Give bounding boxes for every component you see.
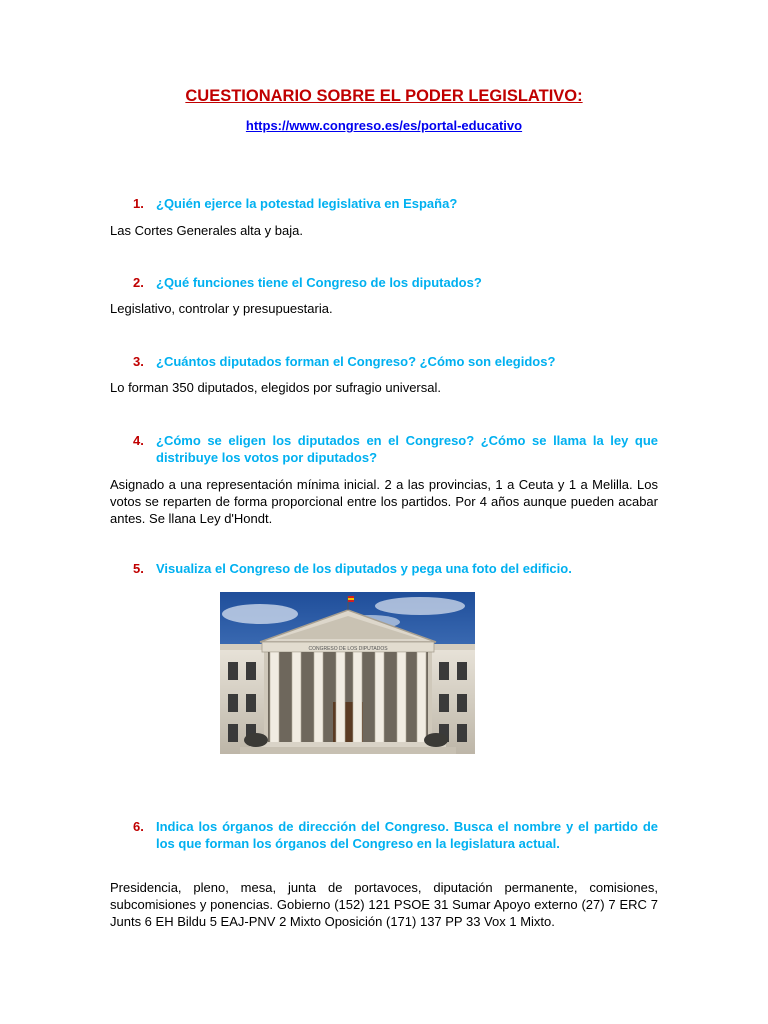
question-4 [133, 433, 658, 466]
question-text: ¿Qué funciones tiene el Congreso de los diputados? [156, 275, 482, 290]
question-text: ¿Cuántos diputados forman el Congreso? ¿Cómo son elegidos? [156, 354, 556, 369]
question-text: Visualiza el Congreso de los diputados y pega una foto del edificio. [156, 561, 572, 576]
question-text: ¿Quién ejerce la potestad legislativa en España? [156, 196, 458, 211]
pediment-inscription: CONGRESO DE LOS DIPUTADOS [308, 646, 388, 652]
question-text: ¿Cómo se eligen los diputados en el Congreso? ¿Cómo se llama la ley que distribuye los votos por diputados? [156, 433, 658, 465]
question-number: 6. [133, 819, 144, 834]
page-title: CUESTIONARIO SOBRE EL PODER LEGISLATIVO: [185, 87, 583, 105]
question-2 [133, 275, 658, 292]
portal-link[interactable]: https://www.congreso.es/es/portal-educativo [245, 118, 523, 133]
question-text: Indica los órganos de dirección del Congreso. Busca el nombre y el partido de los que forman los órganos del Congreso en la legislatura actual. [156, 819, 658, 851]
answer-3: Lo forman 350 diputados, elegidos por sufragio universal. [110, 380, 441, 395]
question-number: 4. [133, 433, 144, 448]
question-3 [133, 354, 658, 371]
question-number: 2. [133, 275, 144, 290]
question-number: 3. [133, 354, 144, 369]
congreso-building-photo [220, 592, 475, 754]
answer-6: Presidencia, pleno, mesa, junta de portavoces, diputación permanente, comisiones, subcomisiones y ponencias. Gobierno (152) 121 PSOE 31 Sumar Apoyo externo (27) 7 ERC 7 Junts 6 EH Bildu 5 EAJ-PNV 2 Mixto Oposición (171) 137 PP 33 Vox 1 Mixto. [110, 880, 658, 929]
answer-2: Legislativo, controlar y presupuestaria. [110, 301, 333, 316]
answer-1: Las Cortes Generales alta y baja. [110, 223, 303, 238]
question-5 [133, 561, 658, 578]
question-1 [133, 196, 658, 213]
question-number: 5. [133, 561, 144, 576]
building-illustration [220, 592, 475, 754]
question-number: 1. [133, 196, 144, 211]
answer-4: Asignado a una representación mínima inicial. 2 a las provincias, 1 a Ceuta y 1 a Melilla. Los votos se reparten de forma proporcional entre los partidos. Por 4 años aunque pueden acabar antes. Se llana Ley d'Hondt. [110, 477, 658, 526]
question-6 [133, 819, 658, 852]
